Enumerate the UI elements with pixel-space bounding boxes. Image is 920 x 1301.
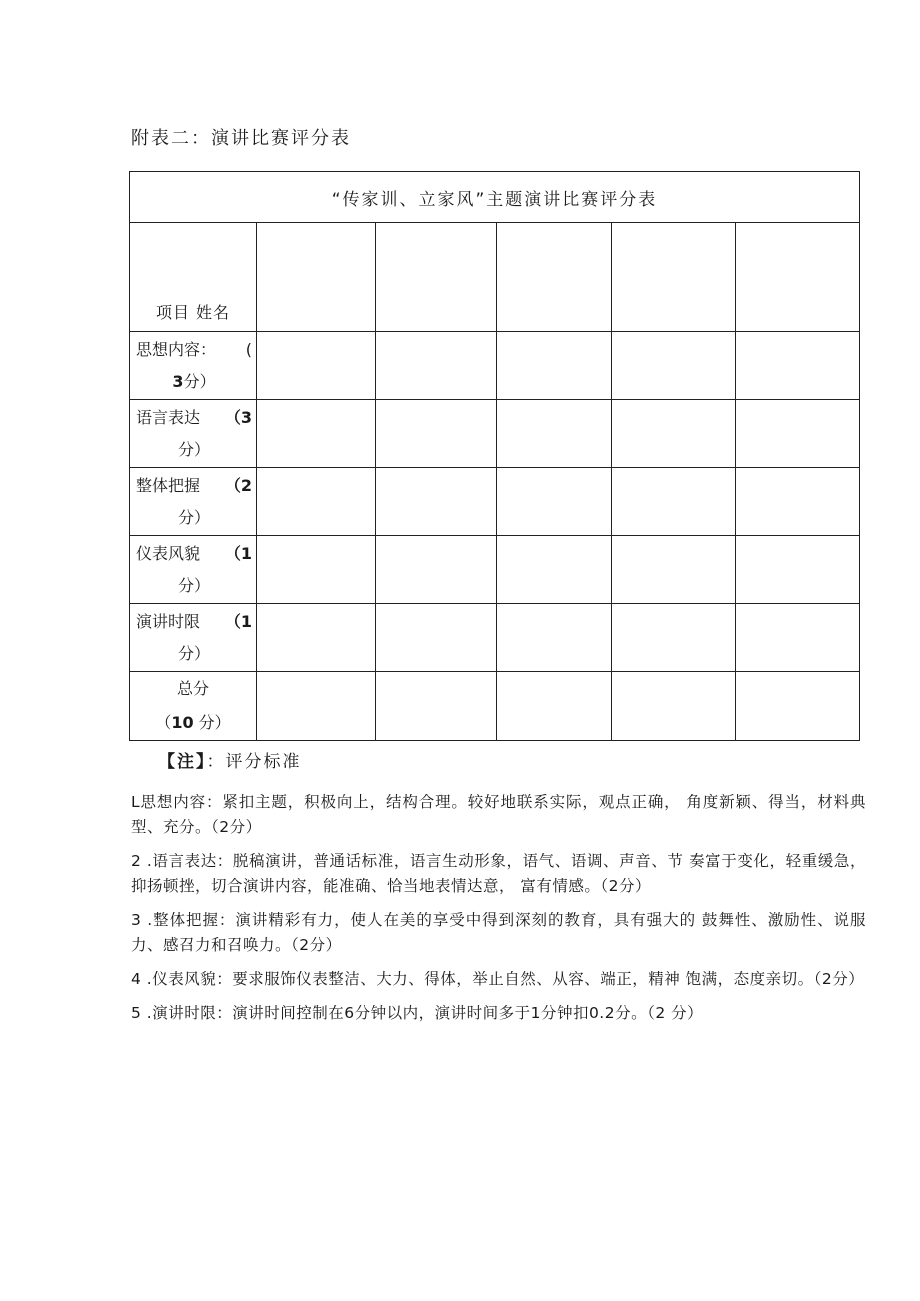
total-score-cell[interactable] <box>376 672 497 741</box>
total-score-cell[interactable] <box>497 672 612 741</box>
score-cell[interactable] <box>257 332 376 400</box>
total-row <box>130 672 860 741</box>
score-cell[interactable] <box>257 536 376 604</box>
score-cell[interactable] <box>376 400 497 468</box>
score-cell[interactable] <box>612 332 736 400</box>
criterion-row <box>130 332 860 400</box>
header-row <box>130 223 860 332</box>
note-paragraph: 3 .整体把握：演讲精彩有力，使人在美的享受中得到深刻的教育，具有强大的 鼓舞性、激励性、说服力、感召力和召唤力。（2分） <box>131 911 866 954</box>
score-cell[interactable] <box>497 332 612 400</box>
page-heading: 附表二：演讲比赛评分表 <box>131 128 351 149</box>
score-cell[interactable] <box>376 468 497 536</box>
scoring-table <box>129 171 860 741</box>
score-cell[interactable] <box>497 604 612 672</box>
score-cell[interactable] <box>736 468 860 536</box>
contestant-name-cell[interactable] <box>612 223 736 332</box>
criterion-label: 整体把握 （2 分） <box>130 468 257 536</box>
note-paragraph: 5 .演讲时限：演讲时间控制在6分钟以内，演讲时间多于1分钟扣0.2分。（2 分） <box>131 1004 704 1022</box>
score-cell[interactable] <box>612 536 736 604</box>
note-title: 【注】：评分标准 <box>158 752 302 772</box>
contestant-name-cell[interactable] <box>376 223 497 332</box>
score-cell[interactable] <box>376 332 497 400</box>
total-label: 总分 （10 分） <box>130 672 257 741</box>
contestant-name-cell[interactable] <box>497 223 612 332</box>
score-cell[interactable] <box>497 536 612 604</box>
total-score-cell[interactable] <box>612 672 736 741</box>
table-title: “传家训、立家风”主题演讲比赛评分表 <box>130 172 860 223</box>
corner-header <box>130 223 257 332</box>
score-cell[interactable] <box>612 400 736 468</box>
score-cell[interactable] <box>257 604 376 672</box>
score-cell[interactable] <box>736 604 860 672</box>
score-cell[interactable] <box>612 604 736 672</box>
score-cell[interactable] <box>736 536 860 604</box>
score-cell[interactable] <box>736 400 860 468</box>
criterion-row <box>130 468 860 536</box>
criterion-label: 仪表风貌 （1 分） <box>130 536 257 604</box>
criterion-label: 演讲时限 （1 分） <box>130 604 257 672</box>
score-cell[interactable] <box>376 536 497 604</box>
scoring-criteria-notes <box>131 790 866 1035</box>
note-paragraph: L思想内容：紧扣主题，积极向上，结构合理。较好地联系实际，观点正确， 角度新颖、得当，材料典型、充分。（2分） <box>131 793 866 836</box>
score-cell[interactable] <box>376 604 497 672</box>
score-cell[interactable] <box>497 468 612 536</box>
note-paragraph: 2 .语言表达：脱稿演讲，普通话标准，语言生动形象，语气、语调、声音、节 奏富于变化，轻重缓急，抑扬顿挫，切合演讲内容，能准确、恰当地表情达意， 富有情感。（2分） <box>131 852 866 895</box>
contestant-name-cell[interactable] <box>736 223 860 332</box>
contestant-name-cell[interactable] <box>257 223 376 332</box>
score-cell[interactable] <box>257 400 376 468</box>
score-cell[interactable] <box>736 332 860 400</box>
total-score-cell[interactable] <box>736 672 860 741</box>
criterion-row <box>130 536 860 604</box>
corner-item-label: 项目 <box>155 303 190 322</box>
criterion-row <box>130 400 860 468</box>
total-score-cell[interactable] <box>257 672 376 741</box>
criterion-row <box>130 604 860 672</box>
corner-name-label: 姓名 <box>196 303 231 322</box>
criterion-label: 语言表达 （3 分） <box>130 400 257 468</box>
note-paragraph: 4 .仪表风貌：要求服饰仪表整洁、大力、得体，举止自然、从容、端正，精神 饱满，态度亲切。（2分） <box>131 970 865 988</box>
score-cell[interactable] <box>612 468 736 536</box>
score-cell[interactable] <box>497 400 612 468</box>
criterion-label: 思想内容： ( 3分） <box>130 332 257 400</box>
score-cell[interactable] <box>257 468 376 536</box>
